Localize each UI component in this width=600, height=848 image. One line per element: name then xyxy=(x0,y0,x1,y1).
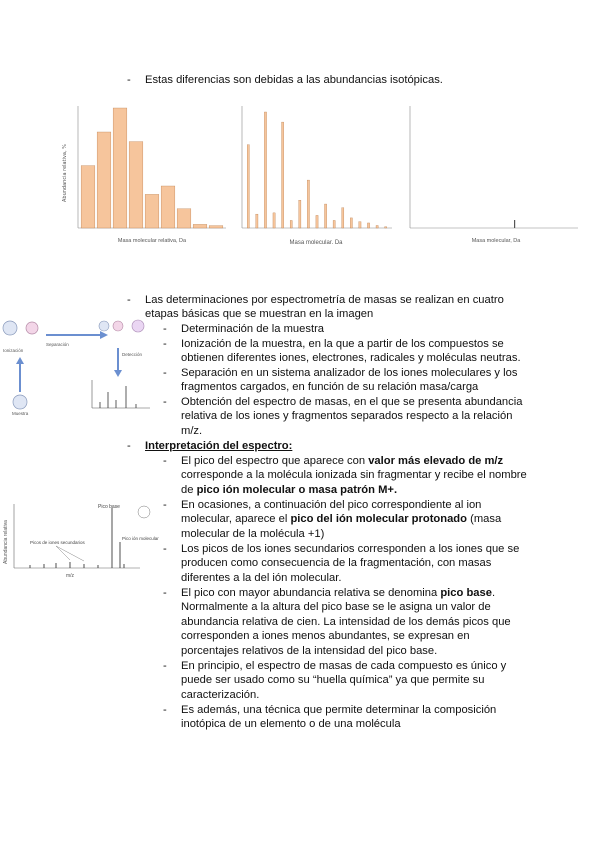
para3-line1: Los picos de los iones secundarios corresponden a los iones que se xyxy=(181,543,520,555)
bar xyxy=(324,204,326,228)
diagram-separation: Separación xyxy=(46,342,69,347)
bar xyxy=(209,226,223,228)
bar xyxy=(333,220,335,228)
bullet-dash: - xyxy=(163,338,167,350)
spectrum-ylabel: Abundancia relativa xyxy=(3,520,9,564)
bullet-dash: - xyxy=(163,660,167,672)
bar xyxy=(113,108,127,228)
bar xyxy=(256,214,258,228)
bullet-dash: - xyxy=(127,74,131,86)
bar xyxy=(145,194,159,228)
chart2-xlabel: Masa molecular, Da xyxy=(289,240,343,244)
section2-title: Interpretación del espectro: xyxy=(145,440,293,452)
chart1-ylabel: Abundancia relativa, % xyxy=(62,144,68,202)
ion-icon xyxy=(26,322,38,334)
para4-line5: porcentajes relativos de la intensidad del pico base. xyxy=(181,645,438,657)
diagram-sample: Muestra xyxy=(12,411,29,416)
bullet-dash: - xyxy=(163,704,167,716)
bar xyxy=(376,225,378,228)
step-2: Ionización de la muestra, en la que a partir de los compuestos se xyxy=(181,338,504,350)
section1-lead: Las determinaciones por espectrometría de masas se realizan en cuatro xyxy=(145,294,504,306)
bar xyxy=(273,213,275,228)
molecule-icon xyxy=(3,321,17,335)
step-4: Obtención del espectro de masas, en el que se presenta abundancia xyxy=(181,396,523,408)
para3-line2: producen como consecuencia de la fragmentación, con masas xyxy=(181,557,492,569)
bar xyxy=(385,227,387,228)
para6-line1: Es además, una técnica que permite determinar la composición xyxy=(181,704,497,716)
bar xyxy=(342,208,344,228)
para4-line1: El pico con mayor abundancia relativa se denomina pico base. xyxy=(181,587,496,599)
spectrum-xlabel: m/z xyxy=(65,573,75,578)
para2-line2: molecular, aparece el pico del ión molecular protonado (masa xyxy=(181,513,502,525)
bar xyxy=(299,200,301,228)
para2-line3: molecular de la molécula +1) xyxy=(181,528,325,540)
bar xyxy=(359,222,361,228)
para1-line2: corresponde a la molécula ionizada sin fragmentar y recibe el nombre xyxy=(181,469,527,481)
bullet-dash: - xyxy=(163,543,167,555)
chart1-xlabel: Masa molecular relativa, Da xyxy=(117,238,187,244)
para1-line1: El pico del espectro que aparece con valor más elevado de m/z xyxy=(181,455,504,467)
section1-lead-2: etapas básicas que se muestran en la imagen xyxy=(145,308,374,320)
bullet-dash: - xyxy=(163,499,167,511)
bullet-dash: - xyxy=(163,587,167,599)
para3-line3: diferentes a la del ión molecular. xyxy=(181,572,342,584)
step-1: Determinación de la muestra xyxy=(181,323,325,335)
diagram-ionization: Ionización xyxy=(3,348,24,353)
sample-icon xyxy=(13,395,27,409)
spectrum-label-frag: Picos de iones secundarios xyxy=(30,540,85,545)
ms-process-diagram xyxy=(0,316,160,416)
para5-line2: puede ser usado como su “huella química” ya que permite su xyxy=(181,674,485,686)
isotope-chart-2 xyxy=(236,102,396,244)
step-3: Separación en un sistema analizador de los iones moleculares y los xyxy=(181,367,518,379)
bar xyxy=(264,112,266,228)
para4-line4: corresponden a iones menos abundantes, se expresan en xyxy=(181,630,470,642)
bullet-dash: - xyxy=(163,367,167,379)
bullet-dash: - xyxy=(127,294,131,306)
bar xyxy=(97,132,111,228)
para4-line2: Normalmente a la altura del pico base se le asigna un valor de xyxy=(181,601,491,613)
bar xyxy=(367,223,369,228)
spectrum-label-mol: Pico ión molecular xyxy=(122,536,159,541)
intro-text: Estas diferencias son debidas a las abundancias isotópicas. xyxy=(145,74,443,86)
bar xyxy=(282,122,284,228)
bar xyxy=(316,215,318,228)
bar xyxy=(129,142,143,228)
mass-spectrum xyxy=(0,498,160,578)
bullet-dash: - xyxy=(127,440,131,452)
para5-line3: caracterización. xyxy=(181,689,260,701)
bar xyxy=(290,220,292,228)
isotope-chart-1 xyxy=(58,102,230,244)
bar xyxy=(514,220,515,228)
step-3-cont: fragmentos cargados, en función de su relación masa/carga xyxy=(181,381,479,393)
chart3-xlabel: Masa molecular, Da xyxy=(471,238,521,244)
para1-line3: de pico ión molecular o masa patrón M+. xyxy=(181,484,398,496)
para6-line2: inotópica de un elemento o de una molécula xyxy=(181,718,401,730)
bullet-dash: - xyxy=(163,323,167,335)
step-4-cont: relativa de los iones y fragmentos separados respecto a la relación xyxy=(181,410,513,422)
bar xyxy=(193,224,207,228)
diagram-detection: Detección xyxy=(122,352,143,357)
bar xyxy=(177,209,191,228)
bullet-dash: - xyxy=(163,455,167,467)
para2-line1: En ocasiones, a continuación del pico correspondiente al ion xyxy=(181,499,482,511)
bar xyxy=(350,218,352,228)
step-2-cont: obtienen diferentes iones, electrones, radicales y moléculas neutras. xyxy=(181,352,521,364)
para5-line1: En principio, el espectro de masas de cada compuesto es único y xyxy=(181,660,507,672)
bullet-dash: - xyxy=(163,396,167,408)
bar xyxy=(307,180,309,228)
para4-line3: abundancia relativa de cien. La intensidad de los demás picos que xyxy=(181,616,511,628)
isotope-chart-3 xyxy=(404,102,582,244)
spectrum-peaks xyxy=(30,508,124,568)
bar xyxy=(161,186,175,228)
bar xyxy=(247,145,249,228)
step-4-cont-2: m/z. xyxy=(181,425,203,437)
spectrum-label-base: Pico base xyxy=(98,504,120,510)
bar xyxy=(81,166,95,228)
